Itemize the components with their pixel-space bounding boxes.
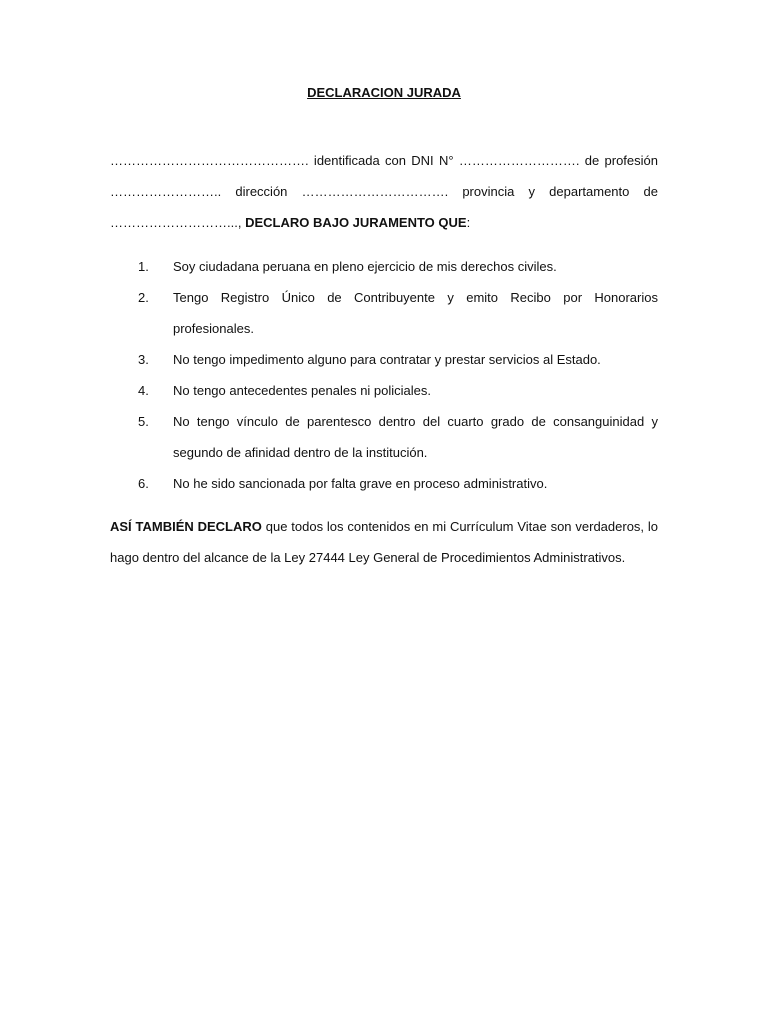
id-label: identificada con DNI N° [308, 153, 459, 168]
declaration-heading: DECLARO BAJO JURAMENTO QUE [245, 215, 467, 230]
profession-label: de profesión [584, 153, 658, 168]
list-item [110, 406, 658, 468]
document-title: DECLARACION JURADA [307, 85, 461, 100]
list-item [110, 251, 658, 282]
list-item-number: 6. [138, 476, 149, 491]
list-item-text: No tengo impedimento alguno para contratar y prestar servicios al Estado. [173, 352, 601, 367]
list-item-text: Tengo Registro Único de Contribuyente y emito Recibo por Honorarios profesionales. [173, 290, 658, 336]
province-label: provincia y departamento de [462, 184, 658, 199]
list-item [110, 344, 658, 375]
intro-paragraph [110, 145, 658, 238]
address-label: dirección [235, 184, 302, 199]
closing-text: que todos los contenidos en mi Currículum Vitae son verdaderos, lo hago dentro del alcance de la Ley 27444 Ley General de Procedimientos Administrativos. [110, 519, 658, 565]
list-item-text: No tengo vínculo de parentesco dentro del cuarto grado de consanguinidad y segundo de afinidad dentro de la institución. [173, 414, 658, 460]
closing-heading: ASÍ TAMBIÉN DECLARO [110, 519, 262, 534]
declaration-list [110, 251, 658, 499]
declaration-colon: : [466, 215, 471, 230]
list-item-text: Soy ciudadana peruana en pleno ejercicio de mis derechos civiles. [173, 259, 557, 274]
list-item-text: No he sido sancionada por falta grave en proceso administrativo. [173, 476, 548, 491]
blank-department: ………………………..., [110, 215, 246, 230]
list-item-number: 2. [138, 290, 149, 305]
list-item-number: 3. [138, 352, 149, 367]
list-item-number: 5. [138, 414, 149, 429]
list-item [110, 375, 658, 406]
list-item [110, 468, 658, 499]
list-item-number: 1. [138, 259, 149, 274]
closing-paragraph [110, 511, 658, 573]
list-item-number: 4. [138, 383, 149, 398]
blank-dni: ………………………. [458, 153, 585, 168]
blank-profession: …………………….. [110, 184, 236, 199]
blank-address: ……………………………. [301, 184, 463, 199]
list-item-text: No tengo antecedentes penales ni policiales. [173, 383, 432, 398]
list-item [110, 282, 658, 344]
document-page [110, 84, 658, 586]
blank-name: ………………………………………. [110, 153, 309, 168]
